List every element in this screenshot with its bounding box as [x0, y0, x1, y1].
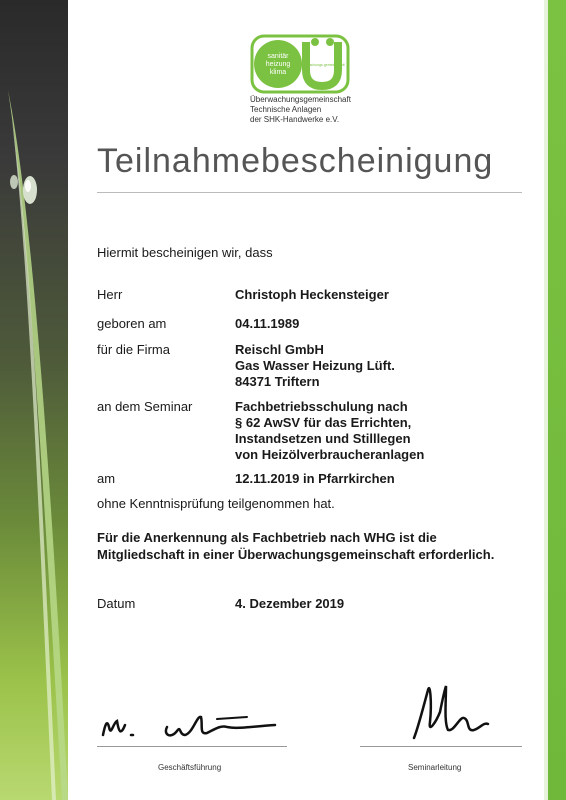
field-firma-label: für die Firma	[97, 342, 170, 357]
signature-label-left: Geschäftsführung	[158, 763, 222, 772]
whg-note: Für die Anerkennung als Fachbetrieb nach WHG ist die Mitgliedschaft in einer Überwachungsgemeinschaft erforderlich.	[97, 530, 495, 562]
seminar-line-2: § 62 AwSV für das Errichten,	[235, 415, 412, 430]
signature-geschaeftsfuehrung	[97, 705, 287, 750]
seminar-line-4: von Heizölverbraucheranlagen	[235, 447, 425, 462]
signature-seminarleitung	[400, 672, 510, 747]
field-datum-label: Datum	[97, 596, 136, 611]
participation-statement: ohne Kenntnisprüfung teilgenommen hat.	[97, 496, 335, 511]
right-green-strip	[548, 0, 566, 800]
intro-text: Hiermit bescheinigen wir, dass	[97, 245, 273, 260]
logo-circle-line-2: heizung	[265, 61, 291, 68]
seminar-line-3: Instandsetzen und Stilllegen	[235, 431, 411, 446]
firma-line-2: Gas Wasser Heizung Lüft.	[235, 358, 395, 373]
document-title: Teilnahmebescheinigung	[97, 142, 494, 180]
field-am-value: 12.11.2019 in Pfarrkirchen	[235, 471, 395, 486]
org-line-1: Überwachungsgemeinschaft	[250, 95, 351, 104]
firma-line-3: 84371 Triftern	[235, 374, 320, 389]
org-line-2: Technische Anlagen	[250, 105, 322, 114]
logo-circle-line-3: klima	[269, 69, 287, 76]
field-geboren-value: 04.11.1989	[235, 316, 300, 331]
seminar-line-1: Fachbetriebsschulung nach	[235, 399, 408, 414]
left-decorative-strip	[0, 0, 68, 800]
signature-label-right: Seminarleitung	[408, 763, 462, 772]
logo-circle-line-1: sanitär	[267, 53, 289, 60]
logo-badge-text: Überwachungs-gemeinschaft	[299, 63, 345, 67]
field-firma-value	[235, 342, 395, 390]
org-line-3: der SHK-Handwerke e.V.	[250, 115, 340, 124]
field-seminar-value	[235, 399, 424, 463]
field-seminar-label: an dem Seminar	[97, 399, 193, 414]
firma-line-1: Reischl GmbH	[235, 342, 324, 357]
field-herr-value: Christoph Heckensteiger	[235, 287, 389, 302]
signature-line-right	[360, 746, 522, 747]
field-herr-label: Herr	[97, 287, 123, 302]
field-geboren-label: geboren am	[97, 316, 167, 331]
organization-name	[250, 95, 450, 125]
title-divider	[97, 192, 522, 193]
grass-blade-illustration	[0, 0, 68, 800]
organization-logo	[250, 34, 350, 94]
field-am-label: am	[97, 471, 116, 486]
signature-line-left	[97, 746, 287, 747]
field-datum-value: 4. Dezember 2019	[235, 596, 345, 611]
